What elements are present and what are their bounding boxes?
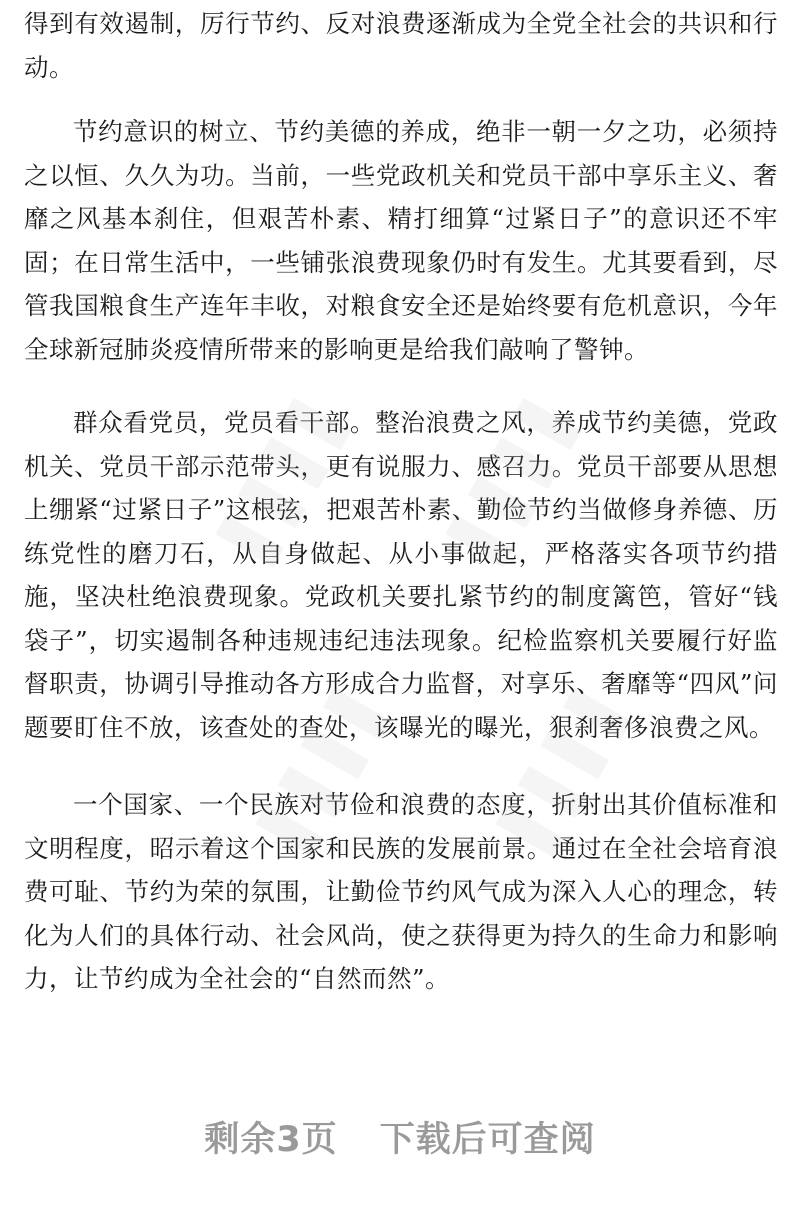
remaining-pages-notice[interactable] — [0, 1112, 800, 1162]
watermark-logo: ▌▌▌▌ — [216, 378, 364, 567]
paragraph: 群众看党员，党员看干部。整治浪费之风，养成节约美德，党政机关、党员干部示范带头，更有说服力、感召力。党员干部要从思想上绷紧“过紧日子”这根弦，把艰苦朴素、勤俭节约当做修身养德、历练党性的磨刀石，从自身做起、从小事做起，严格落实各项节约措施，坚决杜绝浪费现象。党政机关要扎紧节约的制度篱笆，管好“钱袋子”，切实遏制各种违规违纪违法现象。纪检监察机关要履行好监督职责，协调引导推动各方形成合力监督，对享乐、奢靡等“四风”问题要盯住不放，该查处的查处，该曝光的曝光，狠刹奢侈浪费之风。 — [24, 408, 778, 742]
watermark-logo: ▌▌▌▌ — [446, 378, 594, 567]
download-hint-label: 下载后可查阅 — [379, 1120, 596, 1160]
remaining-pages-label: 剩余3页 — [204, 1120, 338, 1160]
watermark-logo: ▌▌▌▌ — [256, 668, 404, 857]
paragraph: 得到有效遏制，厉行节约、反对浪费逐渐成为全党全社会的共识和行动。 — [24, 9, 778, 82]
paragraph: 一个国家、一个民族对节俭和浪费的态度，折射出其价值标准和文明程度，昭示着这个国家和民族的发展前景。通过在全社会培育浪费可耻、节约为荣的氛围，让勤俭节约风气成为深入人心的理念，转化为人们的具体行动、社会风尚，使之获得更为持久的生命力和影响力，让节约成为全社会的“自然而然”。 — [24, 790, 778, 993]
watermark-logo: ▌▌▌▌ — [496, 668, 644, 857]
paragraph: 节约意识的树立、节约美德的养成，绝非一朝一夕之功，必须持之以恒、久久为功。当前，一些党政机关和党员干部中享乐主义、奢靡之风基本刹住，但艰苦朴素、精打细算“过紧日子”的意识还不牢固；在日常生活中，一些铺张浪费现象仍时有发生。尤其要看到，尽管我国粮食生产连年丰收，对粮食安全还是始终要有危机意识，今年全球新冠肺炎疫情所带来的影响更是给我们敲响了警钟。 — [24, 117, 778, 364]
